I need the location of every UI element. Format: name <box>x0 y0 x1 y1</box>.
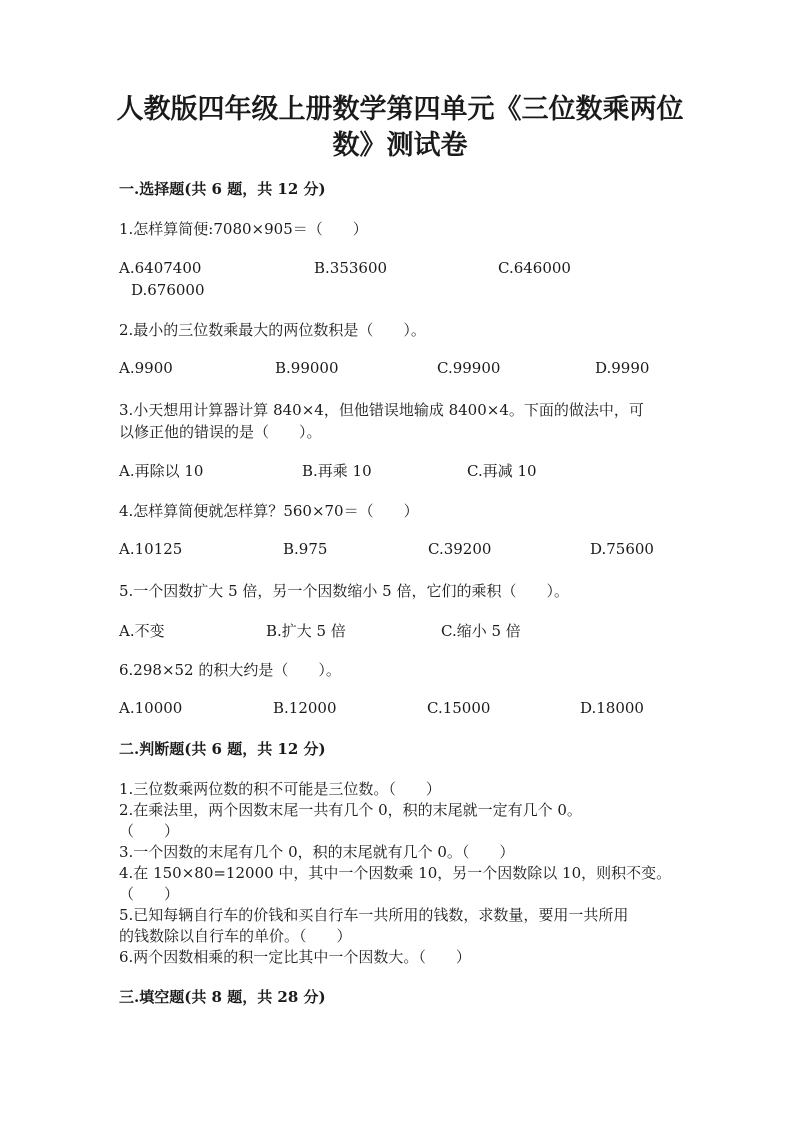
judge-2-line1: 2.在乘法里，两个因数末尾一共有几个 0，积的末尾就一定有几个 0。 <box>119 801 582 819</box>
q1-option-b: B.353600 <box>314 259 388 277</box>
q2-option-a: A.9900 <box>119 359 173 377</box>
q1-option-a: A.6407400 <box>119 259 202 277</box>
q3-option-c: C.再减 10 <box>467 462 537 480</box>
q3-option-b: B.再乘 10 <box>302 462 372 480</box>
q4-option-b: B.975 <box>283 540 328 558</box>
question-1: 1.怎样算简便:7080×905＝（ ） <box>119 220 368 238</box>
q6-option-c: C.15000 <box>427 699 491 717</box>
q2-option-c: C.99900 <box>437 359 501 377</box>
q1-option-d: D.676000 <box>131 281 205 299</box>
q6-option-b: B.12000 <box>273 699 337 717</box>
q1-option-c: C.646000 <box>498 259 571 277</box>
question-3-line1: 3.小天想用计算器计算 840×4，但他错误地输成 8400×4。下面的做法中，可 <box>119 401 644 419</box>
judge-4-line2: （ ） <box>119 885 180 903</box>
section-heading-choice: 一.选择题(共 6 题，共 12 分) <box>119 180 326 198</box>
judge-5-line2: 的钱数除以自行车的单价。（ ） <box>119 927 352 945</box>
exam-title-line1: 人教版四年级上册数学第四单元《三位数乘两位 <box>116 94 684 125</box>
q6-option-d: D.18000 <box>580 699 644 717</box>
section-heading-judge: 二.判断题(共 6 题，共 12 分) <box>119 740 326 758</box>
q5-option-b: B.扩大 5 倍 <box>266 622 346 640</box>
question-3-line2: 以修正他的错误的是（ ）。 <box>119 423 322 441</box>
judge-2-line2: （ ） <box>119 822 180 840</box>
q3-option-a: A.再除以 10 <box>119 462 204 480</box>
q5-option-c: C.缩小 5 倍 <box>441 622 521 640</box>
question-6: 6.298×52 的积大约是（ ）。 <box>119 661 341 679</box>
question-5: 5.一个因数扩大 5 倍，另一个因数缩小 5 倍，它们的乘积（ ）。 <box>119 582 569 600</box>
q5-option-a: A.不变 <box>119 622 165 640</box>
q2-option-b: B.99000 <box>275 359 339 377</box>
judge-4-line1: 4.在 150×80=12000 中，其中一个因数乘 10，另一个因数除以 10，则积不变。 <box>119 864 672 882</box>
q6-option-a: A.10000 <box>119 699 183 717</box>
question-4: 4.怎样算简便就怎样算？560×70＝（ ） <box>119 502 419 520</box>
question-2: 2.最小的三位数乘最大的两位数积是（ ）。 <box>119 321 426 339</box>
q4-option-d: D.75600 <box>590 540 654 558</box>
judge-6: 6.两个因数相乘的积一定比其中一个因数大。（ ） <box>119 948 471 966</box>
section-heading-fill: 三.填空题(共 8 题，共 28 分) <box>119 988 326 1006</box>
q4-option-c: C.39200 <box>428 540 492 558</box>
exam-title-line2: 数》测试卷 <box>332 130 468 161</box>
judge-1: 1.三位数乘两位数的积不可能是三位数。（ ） <box>119 780 441 798</box>
q2-option-d: D.9990 <box>595 359 650 377</box>
judge-3: 3.一个因数的末尾有几个 0，积的末尾就有几个 0。（ ） <box>119 843 515 861</box>
q4-option-a: A.10125 <box>119 540 183 558</box>
judge-5-line1: 5.已知每辆自行车的价钱和买自行车一共所用的钱数，求数量，要用一共所用 <box>119 906 629 924</box>
